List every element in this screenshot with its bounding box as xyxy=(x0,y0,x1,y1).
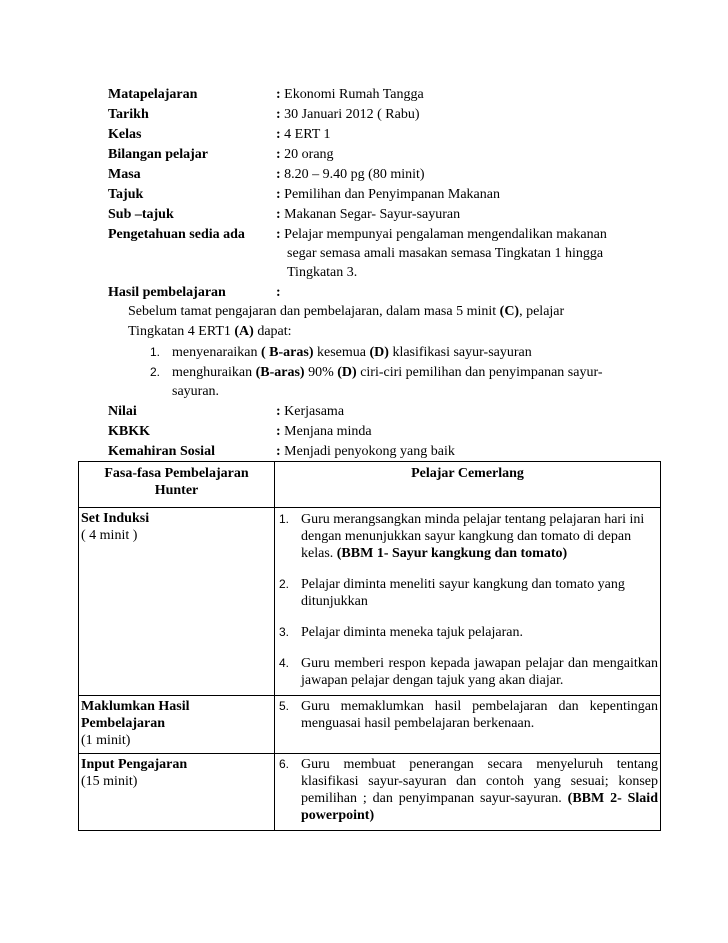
phase-name: Input Pengajaran xyxy=(81,757,188,772)
hasil-intro-code: (C) xyxy=(499,304,520,319)
item-number: 1. xyxy=(279,512,290,526)
field-label: Hasil pembelajaran xyxy=(108,285,226,300)
field-label: Pengetahuan sedia ada xyxy=(108,227,245,242)
objective-text: klasifikasi sayur-sayuran xyxy=(388,345,532,360)
field-value: 4 ERT 1 xyxy=(284,127,331,142)
column-header-pelajar-cemerlang: Pelajar Cemerlang xyxy=(275,462,661,508)
colon: : xyxy=(276,147,281,162)
phase-cell xyxy=(79,754,275,831)
field-label: Bilangan pelajar xyxy=(108,147,208,162)
field-value: Menjana minda xyxy=(284,424,372,439)
item-text: Guru merangsangkan minda pelajar tentang pelajaran hari ini dengan menunjukkan sayur kangkung dan tomato di depan kelas. xyxy=(301,512,645,561)
item-text: Guru membuat penerangan secara menyeluruh tentang klasifikasi sayur-sayuran dan contoh yang sesuai; konsep pemilihan ; dan penyimpanan sayur-sayuran. xyxy=(301,757,658,806)
colon: : xyxy=(276,227,281,242)
lesson-phases-table xyxy=(78,461,661,831)
objective-number: 2. xyxy=(150,365,161,379)
field-value: 30 Januari 2012 ( Rabu) xyxy=(284,107,420,122)
list-item xyxy=(277,655,658,689)
colon: : xyxy=(276,127,281,142)
field-value: Makanan Segar- Sayur-sayuran xyxy=(284,207,461,222)
table-row xyxy=(79,508,661,696)
list-item xyxy=(277,624,658,641)
field-label: Masa xyxy=(108,167,141,182)
item-number: 2. xyxy=(279,577,290,591)
objective-text: 90% xyxy=(304,365,338,380)
phase-duration: ( 4 minit ) xyxy=(81,528,138,543)
item-text: Guru memaklumkan hasil pembelajaran dan kepentingan menguasai hasil pembelajaran berkenaan. xyxy=(301,699,658,731)
field-value: Ekonomi Rumah Tangga xyxy=(284,87,424,102)
hasil-line-2 xyxy=(128,322,292,342)
field-label: Sub –tajuk xyxy=(108,207,174,222)
objective-code: (D) xyxy=(369,345,389,360)
field-label: Tarikh xyxy=(108,107,149,122)
objective-level: ( B-aras) xyxy=(261,345,314,360)
activity-cell xyxy=(275,754,661,831)
colon: : xyxy=(276,167,281,182)
colon: : xyxy=(276,187,281,202)
column-header-fasa: Fasa-fasa Pembelajaran Hunter xyxy=(79,462,275,508)
pengetahuan-line-3: Tingkatan 3. xyxy=(287,265,358,280)
hasil-line-2-end: dapat: xyxy=(253,324,292,339)
objective-text: ciri-ciri pemilihan dan penyimpanan sayur- xyxy=(356,365,603,380)
objective-text: menghuraikan xyxy=(172,365,256,380)
phase-duration: (1 minit) xyxy=(81,733,131,748)
objective-1 xyxy=(150,342,532,362)
list-item xyxy=(277,698,658,732)
item-text: Pelajar diminta meneka tajuk pelajaran. xyxy=(301,625,523,640)
hasil-intro-text: Sebelum tamat pengajaran dan pembelajaran, dalam masa 5 minit xyxy=(128,304,500,319)
hasil-intro xyxy=(128,302,564,322)
phase-name: Set Induksi xyxy=(81,511,150,526)
pengetahuan-line-2: segar semasa amali masakan semasa Tingkatan 1 hingga xyxy=(287,246,604,261)
field-value: 8.20 – 9.40 pg (80 minit) xyxy=(284,167,425,182)
item-number: 4. xyxy=(279,656,290,670)
field-value: Pemilihan dan Penyimpanan Makanan xyxy=(284,187,500,202)
list-item xyxy=(277,511,658,562)
item-number: 5. xyxy=(279,699,290,713)
table-row xyxy=(79,754,661,831)
colon: : xyxy=(276,107,281,122)
field-value: Pelajar mempunyai pengalaman mengendalikan makanan xyxy=(284,227,607,242)
phase-cell xyxy=(79,508,275,696)
list-item xyxy=(277,576,658,610)
activity-cell xyxy=(275,508,661,696)
objective-level: (B-aras) xyxy=(255,365,305,380)
objective-text: kesemua xyxy=(313,345,370,360)
hasil-line-2-code: (A) xyxy=(234,324,254,339)
item-bbm: (BBM 1- Sayur kangkung dan tomato) xyxy=(336,546,568,561)
item-number: 3. xyxy=(279,625,290,639)
item-bbm: (BBM 2- Slaid powerpoint) xyxy=(301,791,658,823)
objective-code: (D) xyxy=(337,365,357,380)
phase-cell xyxy=(79,696,275,754)
item-text: Guru memberi respon kepada jawapan pelajar dan mengaitkan jawapan pelajar dengan tajuk yang akan diajar. xyxy=(301,656,658,688)
table-row xyxy=(79,696,661,754)
objective-text: menyenaraikan xyxy=(172,345,262,360)
field-label: Matapelajaran xyxy=(108,87,198,102)
objective-2-line-2: sayuran. xyxy=(172,384,220,399)
field-value: Kerjasama xyxy=(284,404,345,419)
field-label: KBKK xyxy=(108,424,151,439)
hasil-line-2-text: Tingkatan 4 ERT1 xyxy=(128,324,235,339)
item-text: Pelajar diminta meneliti sayur kangkung dan tomato yang ditunjukkan xyxy=(301,577,625,609)
objective-2 xyxy=(150,362,603,382)
field-label: Nilai xyxy=(108,404,137,419)
field-label: Kemahiran Sosial xyxy=(108,444,215,459)
table-header-row xyxy=(79,462,661,508)
field-value: Menjadi penyokong yang baik xyxy=(284,444,455,459)
activity-cell xyxy=(275,696,661,754)
hasil-intro-text-end: , pelajar xyxy=(519,304,565,319)
colon: : xyxy=(276,207,281,222)
colon: : xyxy=(276,424,281,439)
colon: : xyxy=(276,87,281,102)
colon: : xyxy=(276,285,281,300)
field-value: 20 orang xyxy=(284,147,334,162)
phase-duration: (15 minit) xyxy=(81,774,138,789)
list-item xyxy=(277,756,658,824)
phase-name: Maklumkan Hasil Pembelajaran xyxy=(81,699,190,731)
item-number: 6. xyxy=(279,757,290,771)
colon: : xyxy=(276,444,281,459)
colon: : xyxy=(276,404,281,419)
field-label: Kelas xyxy=(108,127,142,142)
objective-number: 1. xyxy=(150,345,161,359)
field-label: Tajuk xyxy=(108,187,144,202)
